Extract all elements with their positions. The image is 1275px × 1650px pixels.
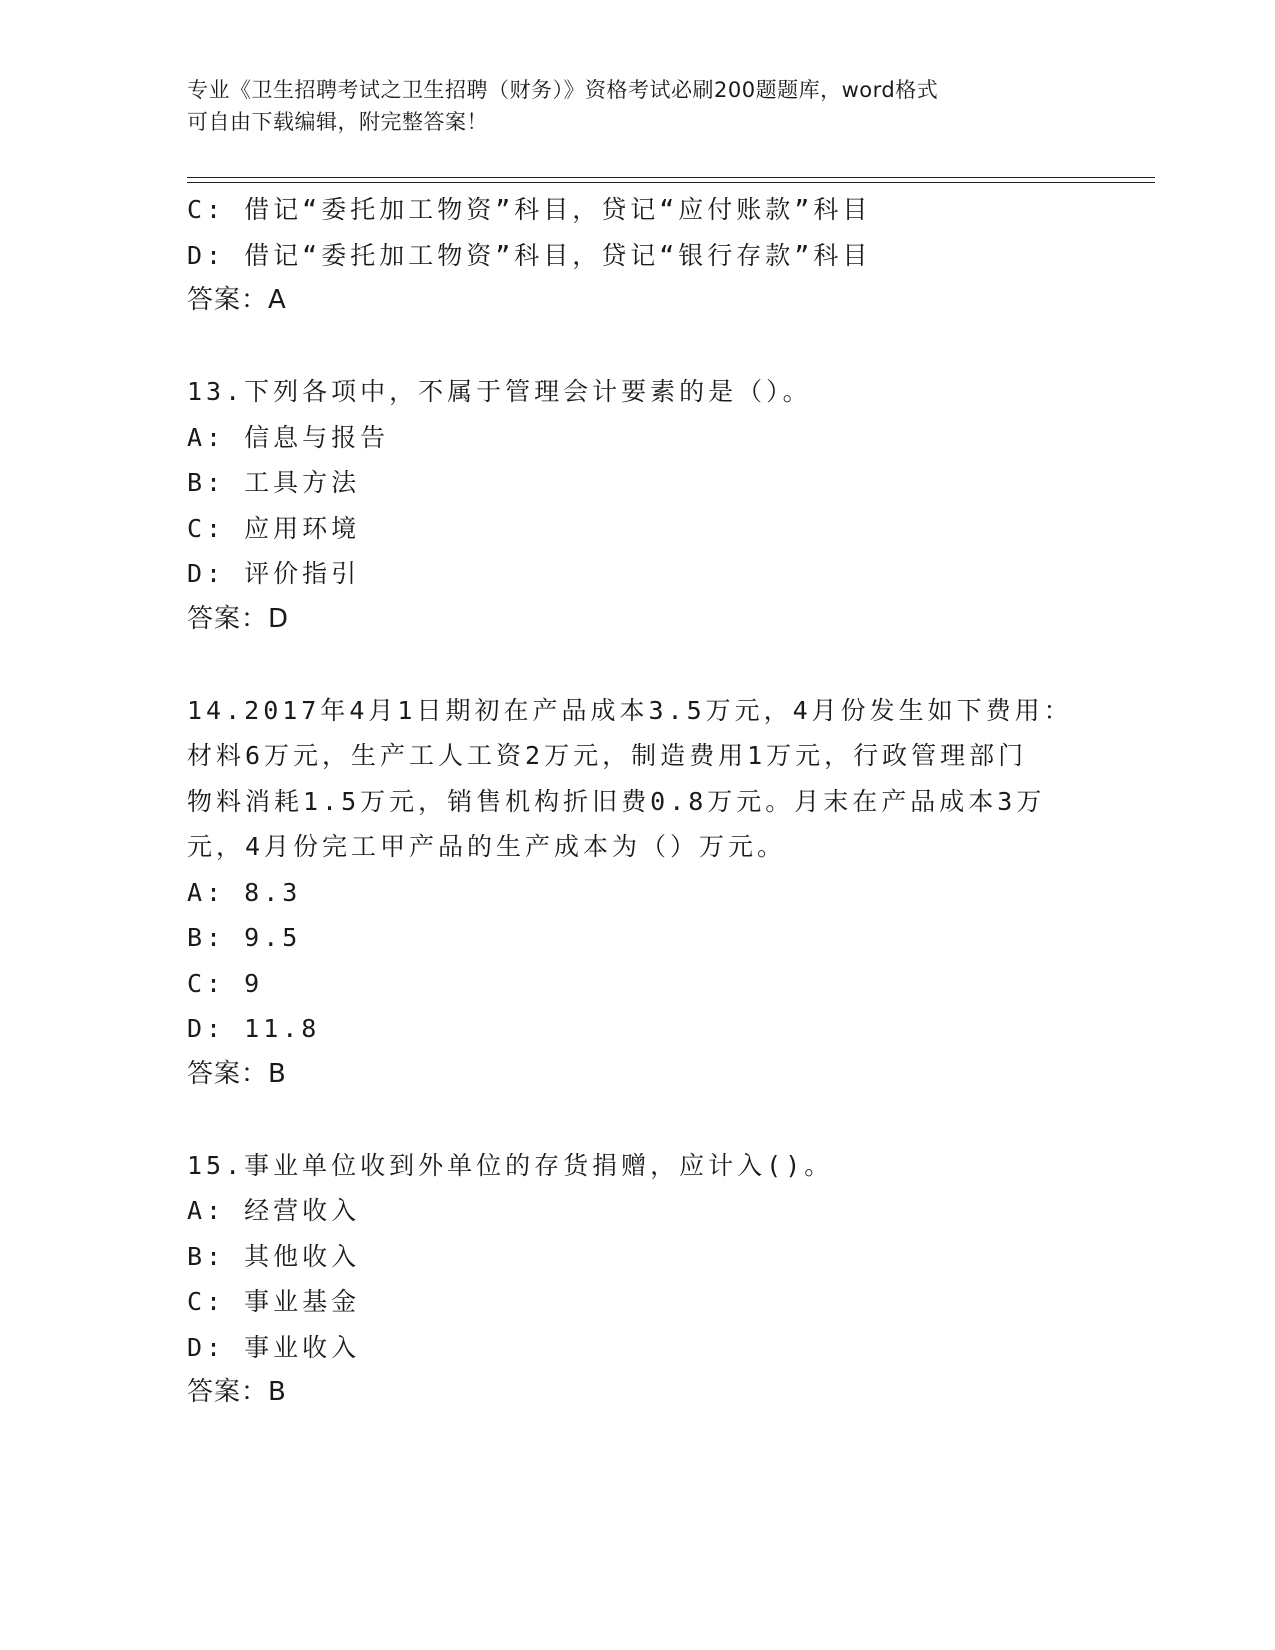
option-d: D: 评价指引: [187, 559, 361, 588]
question-13: [187, 369, 1087, 642]
question-text-line-3: 物料消耗1.5万元，销售机构折旧费0.8万元。月末在产品成本3万: [187, 786, 1046, 816]
question-text-line-1: 14.2017年4月1日期初在产品成本3.5万元，4月份发生如下费用：: [187, 695, 1073, 725]
option-a: A: 8.3: [187, 877, 302, 907]
question-text-line-4: 元，4月份完工甲产品的生产成本为（）万元。: [187, 832, 787, 861]
option-b: B: 9.5: [187, 923, 302, 952]
header-title-line-2: 可自由下载编辑，附完整答案！: [187, 110, 488, 134]
option-a: A: 经营收入: [187, 1196, 361, 1225]
question-text-line-2: 材料6万元，生产工人工资2万元，制造费用1万元，行政管理部门: [187, 741, 1028, 770]
option-d: D: 事业收入: [187, 1332, 361, 1362]
option-b: B: 工具方法: [187, 468, 361, 497]
answer: 答案：B: [187, 1377, 287, 1407]
spacer: [187, 1097, 1087, 1143]
option-d: D: 11.8: [187, 1014, 321, 1043]
question-text: 13.下列各项中，不属于管理会计要素的是（）。: [187, 377, 812, 406]
option-c: C: 应用环境: [187, 513, 361, 543]
question-15: [187, 1143, 1087, 1416]
header-divider-bottom: [187, 182, 1155, 183]
option-d: D: 借记“委托加工物资”科目，贷记“银行存款”科目: [187, 240, 872, 270]
header-title-line-1: 专业《卫生招聘考试之卫生招聘（财务）》资格考试必刷200题题库，word格式: [187, 78, 939, 102]
option-b: B: 其他收入: [187, 1241, 361, 1271]
question-12-tail: [187, 187, 1087, 324]
option-a: A: 信息与报告: [187, 422, 390, 452]
spacer: [187, 642, 1087, 688]
header-divider-top: [187, 177, 1155, 178]
spacer: [187, 324, 1087, 370]
option-c: C: 9: [187, 968, 264, 998]
question-text: 15.事业单位收到外单位的存货捐赠，应计入()。: [187, 1150, 834, 1180]
option-c: C: 事业基金: [187, 1287, 361, 1316]
answer: 答案：A: [187, 285, 287, 315]
option-c: C: 借记“委托加工物资”科目，贷记“应付账款”科目: [187, 195, 872, 224]
document-header: [187, 74, 1087, 138]
answer: 答案：B: [187, 1058, 287, 1089]
question-14: [187, 688, 1087, 1098]
question-list: [187, 187, 1087, 1416]
answer: 答案：D: [187, 603, 290, 634]
